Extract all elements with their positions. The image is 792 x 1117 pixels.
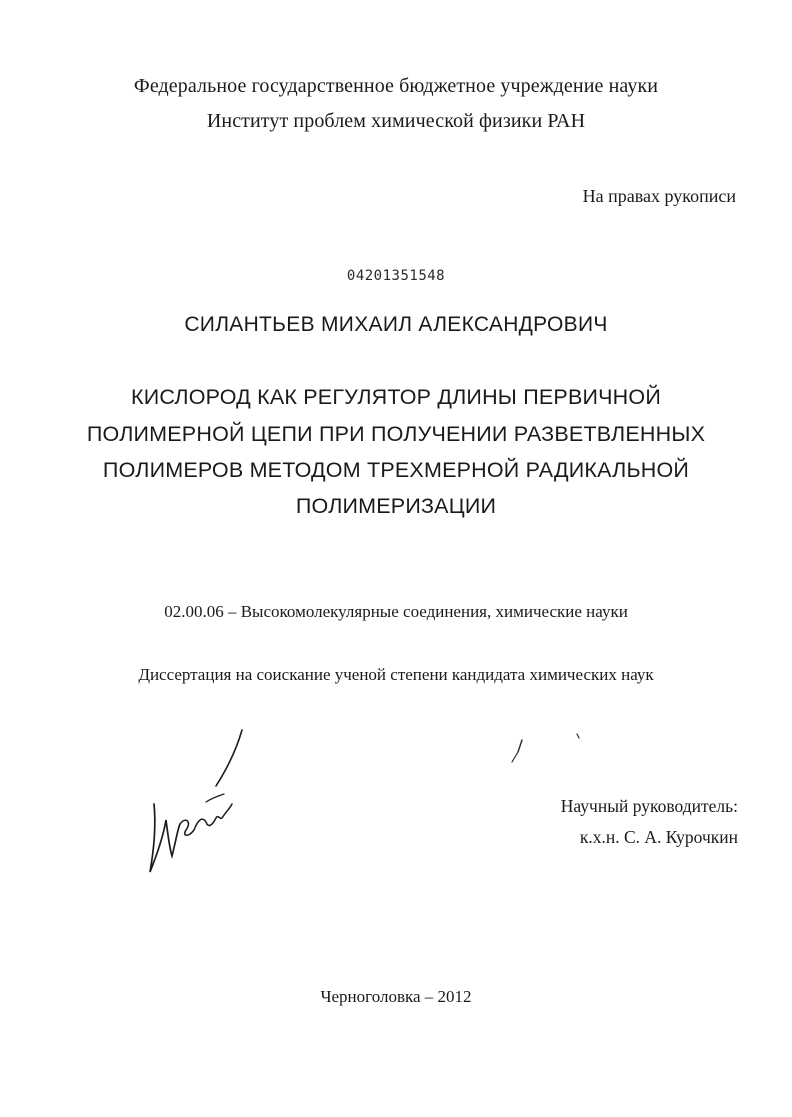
institution-name-line-1: Федеральное государственное бюджетное учреждение науки [133, 75, 659, 97]
degree-statement: Диссертация на соискание ученой степени кандидата химических наук [138, 665, 654, 684]
specialty-code: 02.00.06 – Высокомолекулярные соединения, химические науки [164, 602, 628, 621]
institution-name-line-2: Институт проблем химической физики РАН [206, 110, 586, 132]
thesis-title-line-3: ПОЛИМЕРОВ МЕТОДОМ ТРЕХМЕРНОЙ РАДИКАЛЬНОЙ [102, 458, 690, 482]
handwritten-signature-icon [140, 724, 260, 884]
thesis-title-line-1: КИСЛОРОД КАК РЕГУЛЯТОР ДЛИНЫ ПЕРВИЧНОЙ [131, 385, 661, 409]
manuscript-rights-note: На правах рукописи [582, 186, 736, 206]
library-code: 04201351548 [346, 268, 446, 284]
supervisor-name: к.х.н. С. А. Курочкин [579, 827, 738, 847]
place-and-year: Черноголовка – 2012 [320, 987, 472, 1006]
thesis-title-line-4: ПОЛИМЕРИЗАЦИИ [295, 494, 497, 518]
thesis-title-line-2: ПОЛИМЕРНОЙ ЦЕПИ ПРИ ПОЛУЧЕНИИ РАЗВЕТВЛЕННЫХ [86, 422, 706, 446]
pen-marks-icon [500, 728, 590, 778]
author-name: СИЛАНТЬЕВ МИХАИЛ АЛЕКСАНДРОВИЧ [184, 313, 608, 336]
supervisor-label: Научный руководитель: [560, 796, 738, 816]
